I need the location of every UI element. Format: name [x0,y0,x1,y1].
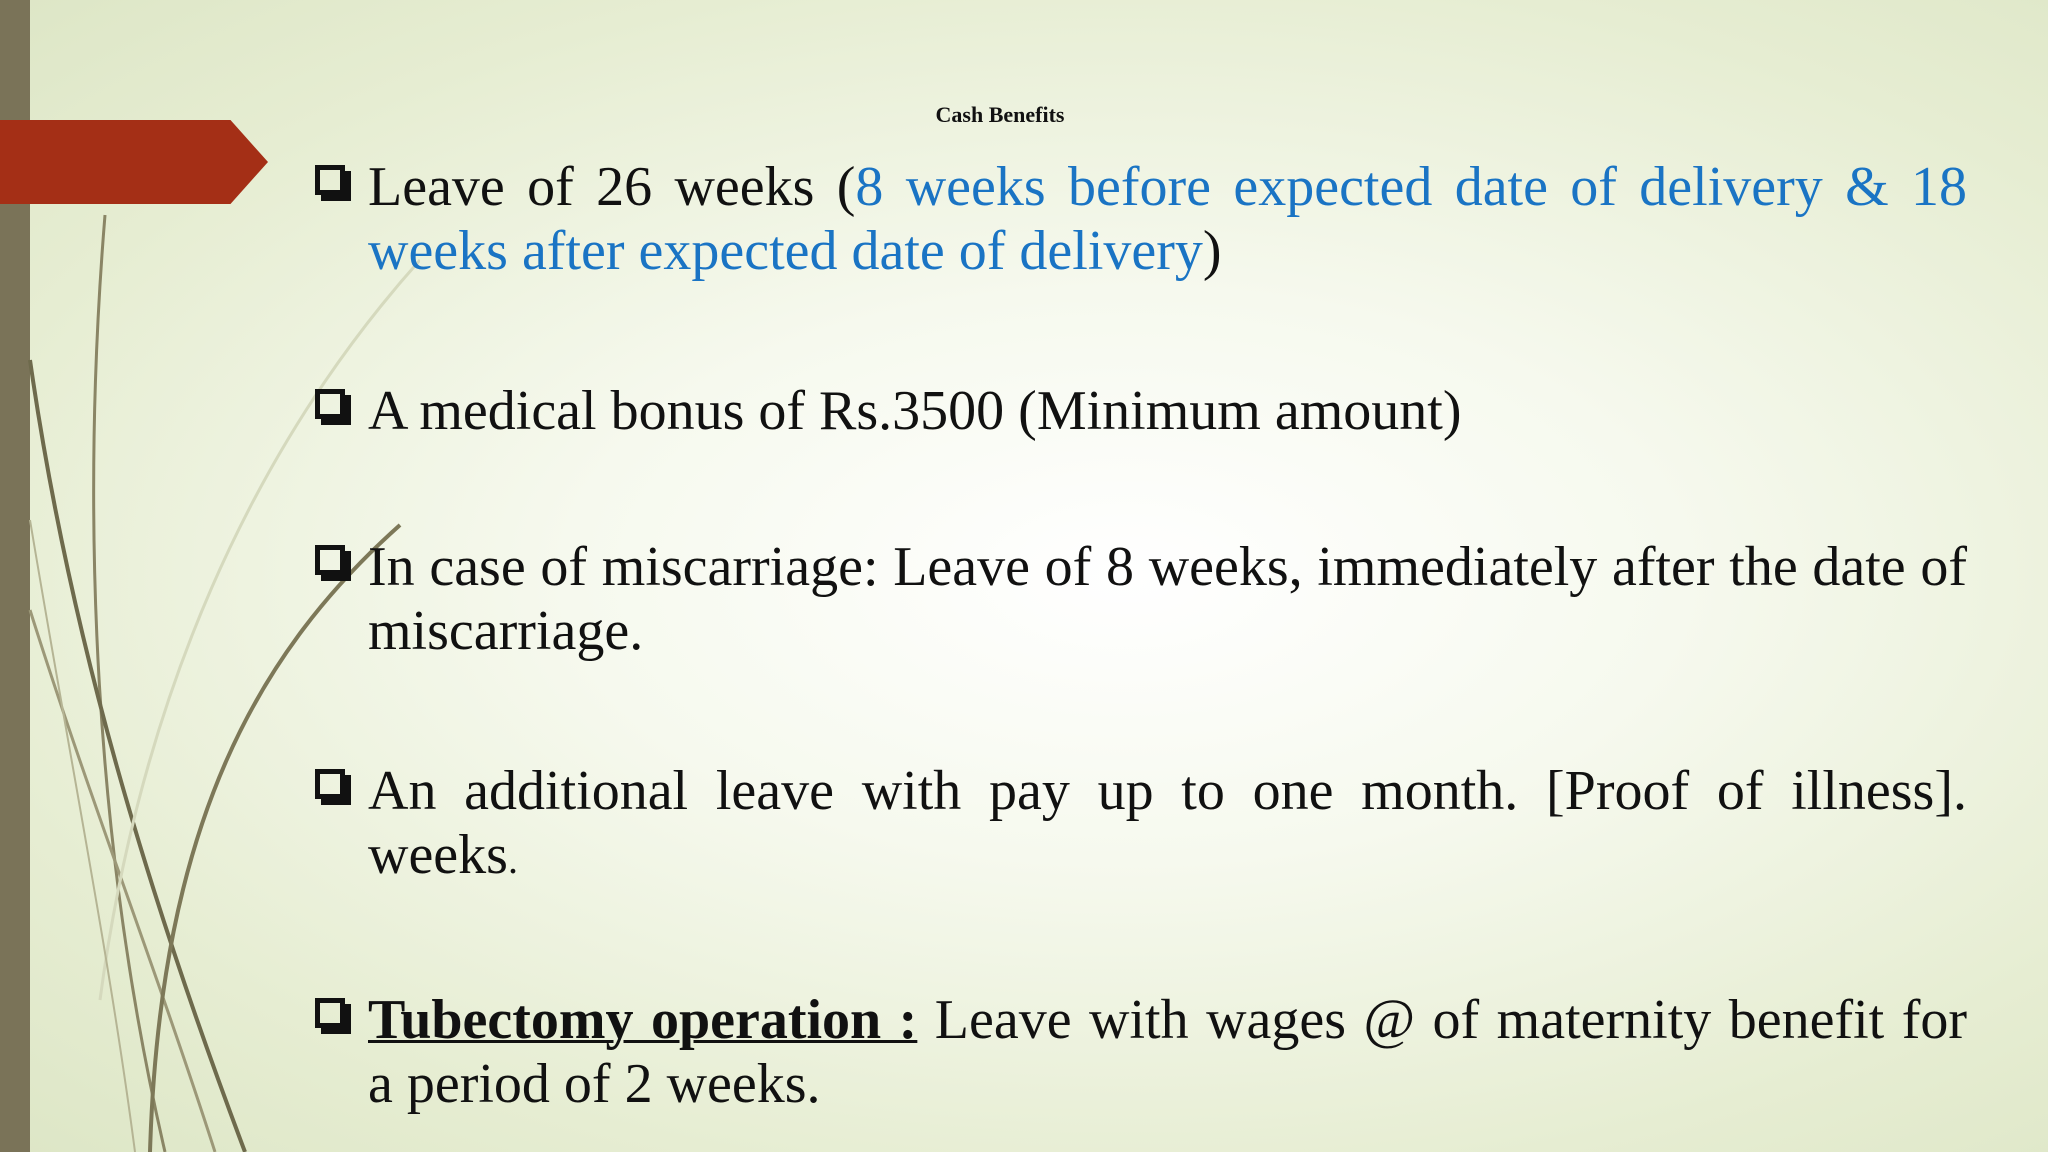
bullet-label: Tubectomy operation : [368,989,918,1051]
checkbox-bullet-icon [315,769,345,799]
bullet-miscarriage [312,535,1967,663]
bullet-medical-bonus [312,379,1967,443]
slide-title: Cash Benefits [935,102,1065,127]
checkbox-bullet-icon [315,165,345,195]
bullet-text: Leave with wages @ of maternity benefit for a period of 2 weeks. [368,989,1967,1115]
bullet-text: In case of miscarriage: Leave of 8 weeks, immediately after the date of miscarriage. [368,536,1967,662]
bullet-text: Leave of 26 weeks ( [368,156,856,218]
bullet-highlight-text: 8 weeks before expected date of delivery & 18 weeks after expected date of delivery [368,156,1968,282]
arrow-tab-accent [0,120,268,204]
bullet-text: An additional leave with pay up to one month. [Proof of illness]. weeks [368,760,1967,886]
checkbox-bullet-icon [315,998,345,1028]
bullet-tubectomy [312,988,1967,1116]
checkbox-bullet-icon [315,389,345,419]
bullet-list [312,155,1967,1116]
bullet-additional-leave [312,759,1967,892]
bullet-text-suffix: ) [1202,220,1222,282]
bullet-trailing-period: . [507,837,518,882]
bullet-text: A medical bonus of Rs.3500 (Minimum amount) [368,380,1462,442]
bullet-leave-weeks [312,155,1967,283]
checkbox-bullet-icon [315,545,345,575]
